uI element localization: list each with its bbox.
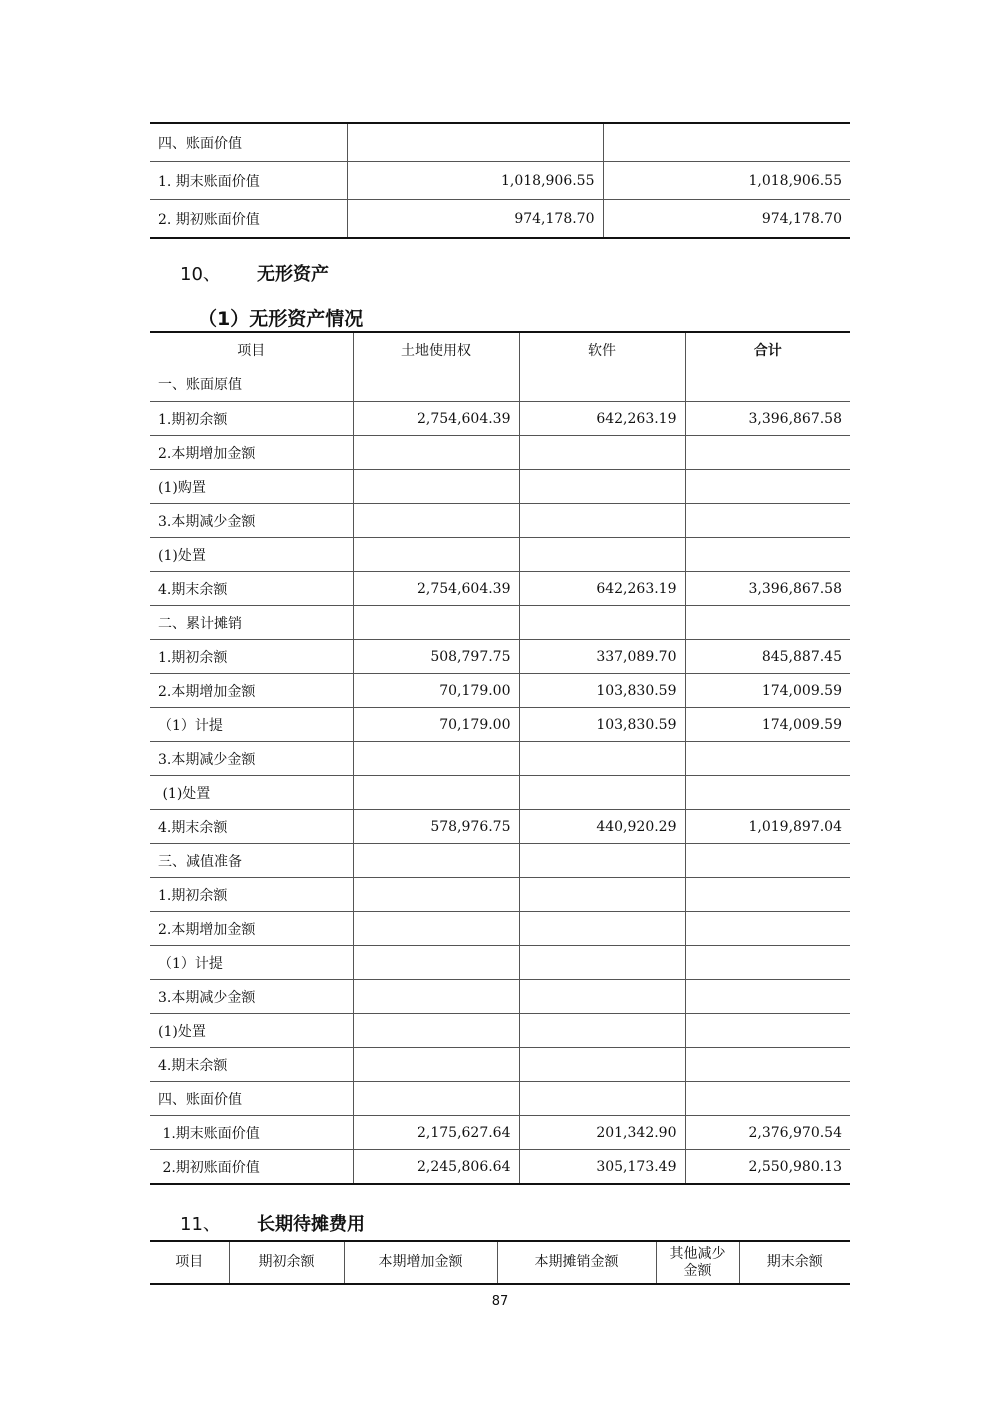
table-row [150, 367, 850, 402]
total-cell: 1,019,897.04 [685, 810, 850, 844]
software-cell: 642,263.19 [519, 402, 685, 436]
header-other-decrease: 其他减少金额 [656, 1241, 739, 1284]
land-use-right-cell: 70,179.00 [353, 674, 519, 708]
row-label: 3.本期减少金额 [150, 980, 353, 1014]
total-cell: 3,396,867.58 [685, 572, 850, 606]
table-header-row [150, 332, 850, 367]
row-label: (1)购置 [150, 470, 353, 504]
land-use-right-cell [353, 606, 519, 640]
software-cell [519, 980, 685, 1014]
table-row [150, 123, 850, 162]
table-row [150, 776, 850, 810]
table-row [150, 708, 850, 742]
table-row [150, 1048, 850, 1082]
row-label: (1)处置 [150, 538, 353, 572]
software-cell [519, 912, 685, 946]
land-use-right-cell [353, 946, 519, 980]
total-cell [685, 776, 850, 810]
software-cell: 305,173.49 [519, 1150, 685, 1185]
table-row [150, 606, 850, 640]
table-row [150, 200, 850, 239]
table-row [150, 1116, 850, 1150]
land-use-right-cell: 2,754,604.39 [353, 572, 519, 606]
row-label: 1. 期末账面价值 [150, 162, 347, 200]
total-cell [685, 538, 850, 572]
table-row [150, 1150, 850, 1185]
header-increase: 本期增加金额 [344, 1241, 497, 1284]
table-header-row [150, 1241, 850, 1284]
table-row [150, 810, 850, 844]
software-cell [519, 844, 685, 878]
value-cell [347, 123, 603, 162]
section-11-heading [180, 1210, 480, 1236]
land-use-right-cell: 508,797.75 [353, 640, 519, 674]
table-row [150, 946, 850, 980]
software-cell [519, 1048, 685, 1082]
total-cell: 174,009.59 [685, 708, 850, 742]
row-label: 一、账面原值 [158, 377, 242, 393]
row-label: 1.期末账面价值 [150, 1116, 353, 1150]
table-row [150, 436, 850, 470]
row-label: 3.本期减少金额 [150, 504, 353, 538]
table-row [150, 572, 850, 606]
table-row [150, 538, 850, 572]
total-cell [685, 1048, 850, 1082]
prev-table [150, 122, 850, 239]
row-label: 1.期初余额 [150, 878, 353, 912]
header-opening-balance: 期初余额 [229, 1241, 344, 1284]
software-cell [519, 606, 685, 640]
row-label: 2. 期初账面价值 [150, 200, 347, 239]
land-use-right-cell [353, 742, 519, 776]
total-cell: 174,009.59 [685, 674, 850, 708]
software-cell [519, 946, 685, 980]
row-label: 4.期末余额 [150, 1048, 353, 1082]
software-cell [519, 1082, 685, 1116]
land-use-right-cell: 2,754,604.39 [353, 402, 519, 436]
table-row [150, 742, 850, 776]
intangible-assets-table [150, 331, 850, 1185]
software-cell: 642,263.19 [519, 572, 685, 606]
total-cell [685, 844, 850, 878]
land-use-right-cell [353, 912, 519, 946]
software-cell [519, 367, 685, 402]
total-cell [685, 606, 850, 640]
row-label: (1)处置 [150, 776, 353, 810]
table-row [150, 162, 850, 200]
row-label: 4.期末余额 [150, 810, 353, 844]
land-use-right-cell [353, 878, 519, 912]
row-label: 2.期初账面价值 [150, 1150, 353, 1185]
total-cell [685, 878, 850, 912]
total-cell: 845,887.45 [685, 640, 850, 674]
row-label: （1）计提 [150, 946, 353, 980]
land-use-right-cell: 70,179.00 [353, 708, 519, 742]
table-row [150, 504, 850, 538]
row-label: 四、账面价值 [150, 1082, 353, 1116]
value-cell: 1,018,906.55 [347, 162, 603, 200]
software-cell [519, 538, 685, 572]
table-row [150, 640, 850, 674]
table-row [150, 674, 850, 708]
land-use-right-cell: 2,175,627.64 [353, 1116, 519, 1150]
header-item: 项目 [237, 343, 266, 359]
total-cell [685, 980, 850, 1014]
table-row [150, 402, 850, 436]
software-cell: 103,830.59 [519, 708, 685, 742]
software-cell: 201,342.90 [519, 1116, 685, 1150]
software-cell [519, 470, 685, 504]
total-cell [685, 742, 850, 776]
section-10-heading [180, 260, 480, 286]
total-cell [685, 367, 850, 402]
land-use-right-cell [353, 844, 519, 878]
software-cell [519, 776, 685, 810]
total-cell [685, 504, 850, 538]
row-label: 四、账面价值 [158, 135, 242, 152]
row-label: 1.期初余额 [150, 402, 353, 436]
section-10-number: 10、 [180, 264, 221, 285]
header-land-use-right: 土地使用权 [353, 332, 519, 367]
total-cell [685, 1014, 850, 1048]
header-item: 项目 [175, 1254, 204, 1270]
land-use-right-cell: 578,976.75 [353, 810, 519, 844]
land-use-right-cell [353, 980, 519, 1014]
software-cell [519, 436, 685, 470]
value-cell: 1,018,906.55 [603, 162, 850, 200]
total-cell [685, 1082, 850, 1116]
page-number: 87 [491, 1294, 509, 1309]
land-use-right-cell [353, 470, 519, 504]
value-cell: 974,178.70 [603, 200, 850, 239]
land-use-right-cell [353, 538, 519, 572]
row-label: (1)处置 [150, 1014, 353, 1048]
land-use-right-cell: 2,245,806.64 [353, 1150, 519, 1185]
land-use-right-cell [353, 776, 519, 810]
row-label: 1.期初余额 [150, 640, 353, 674]
total-cell [685, 436, 850, 470]
land-use-right-cell [353, 1014, 519, 1048]
total-cell [685, 470, 850, 504]
software-cell [519, 878, 685, 912]
row-label: 2.本期增加金额 [150, 436, 353, 470]
total-cell: 3,396,867.58 [685, 402, 850, 436]
total-cell: 2,550,980.13 [685, 1150, 850, 1185]
row-label: （1）计提 [150, 708, 353, 742]
software-cell [519, 742, 685, 776]
header-amortization: 本期摊销金额 [497, 1241, 656, 1284]
header-closing-balance: 期末余额 [739, 1241, 850, 1284]
table-row [150, 1082, 850, 1116]
land-use-right-cell [353, 367, 519, 402]
total-cell [685, 946, 850, 980]
section-10-title: 无形资产 [257, 264, 329, 285]
header-software: 软件 [519, 332, 685, 367]
table-row [150, 980, 850, 1014]
row-label: 三、减值准备 [150, 844, 353, 878]
header-total: 合计 [685, 332, 850, 367]
row-label: 2.本期增加金额 [150, 674, 353, 708]
table-row [150, 878, 850, 912]
land-use-right-cell [353, 1082, 519, 1116]
land-use-right-cell [353, 436, 519, 470]
subsection-1-title: （1）无形资产情况 [198, 308, 364, 330]
table-row [150, 470, 850, 504]
section-11-number: 11、 [180, 1214, 221, 1235]
software-cell [519, 504, 685, 538]
total-cell [685, 912, 850, 946]
row-label: 3.本期减少金额 [150, 742, 353, 776]
software-cell: 337,089.70 [519, 640, 685, 674]
long-term-prepaid-table [150, 1240, 850, 1285]
land-use-right-cell [353, 504, 519, 538]
row-label: 4.期末余额 [150, 572, 353, 606]
value-cell: 974,178.70 [347, 200, 603, 239]
software-cell: 103,830.59 [519, 674, 685, 708]
land-use-right-cell [353, 1048, 519, 1082]
row-label: 二、累计摊销 [150, 606, 353, 640]
table-row [150, 844, 850, 878]
software-cell [519, 1014, 685, 1048]
total-cell: 2,376,970.54 [685, 1116, 850, 1150]
table-row [150, 912, 850, 946]
value-cell [603, 123, 850, 162]
table-row [150, 1014, 850, 1048]
row-label: 2.本期增加金额 [150, 912, 353, 946]
software-cell: 440,920.29 [519, 810, 685, 844]
section-11-title: 长期待摊费用 [257, 1214, 365, 1235]
